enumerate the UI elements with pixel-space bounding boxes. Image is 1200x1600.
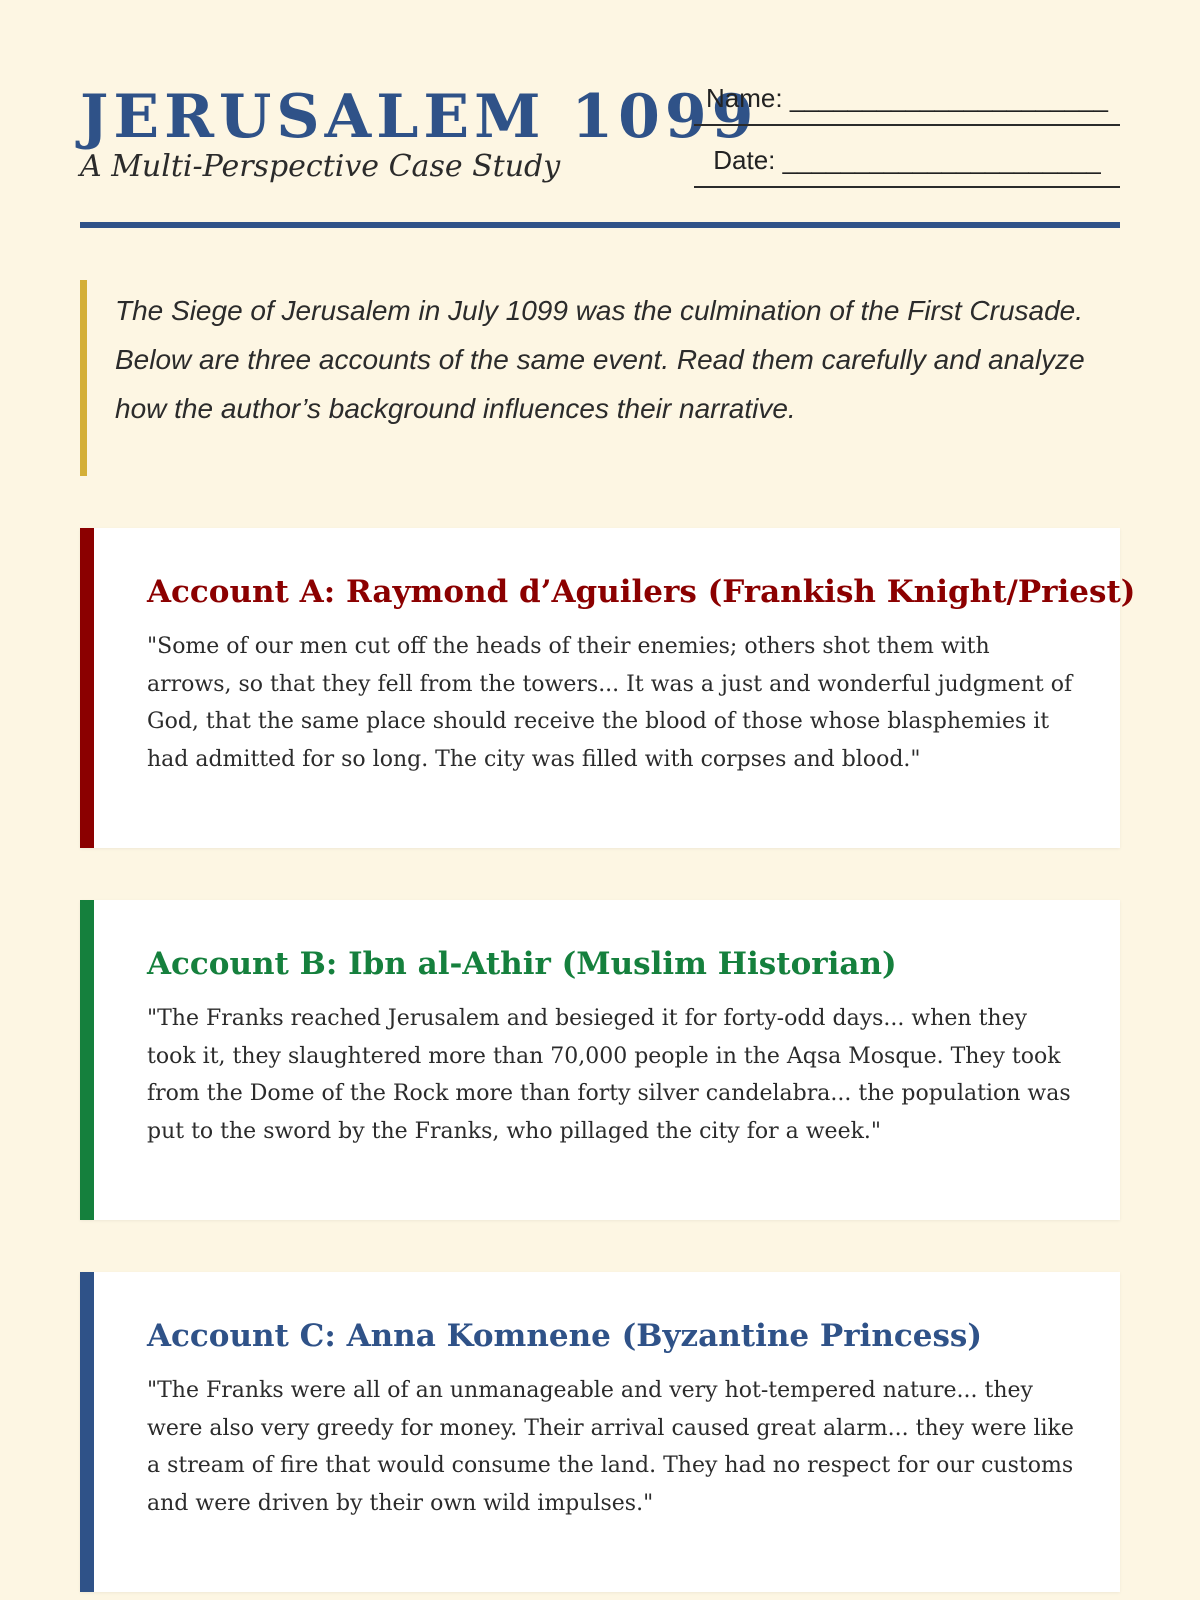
page-subtitle: A Multi-Perspective Case Study — [80, 149, 561, 184]
account-b-heading: Account B: Ibn al-Athir (Muslim Historian) — [147, 946, 897, 982]
intro-text: The Siege of Jerusalem in July 1099 was the culmination of the First Crusade. Below are three accounts of the same event. Read them carefully and analyze how the author’s background influences their narrative. — [115, 295, 1085, 424]
account-a-card — [80, 528, 1136, 848]
name-field[interactable]: Name: ______________________ — [694, 78, 1120, 126]
account-a-heading: Account A: Raymond d’Aguilers (Frankish Knight/Priest) — [147, 574, 1136, 610]
account-a-quote: "Some of our men cut off the heads of their enemies; others shot them with arrows, so that they fell from the towers... It was a just and wonderful judgment of God, that the same place should receive the blood of those whose blasphemies it had admitted for so long. The city was filled with corpses and blood." — [147, 634, 1073, 772]
account-b-card — [80, 900, 1120, 1220]
account-b-quote: "The Franks reached Jerusalem and besieged it for forty-odd days... when they took it, they slaughtered more than 70,000 people in the Aqsa Mosque. They took from the Dome of the Rock more than forty silver candelabra... the population was put to the sword by the Franks, who pillaged the city for a week." — [147, 1006, 1071, 1144]
intro-callout — [80, 280, 1120, 476]
account-c-heading: Account C: Anna Komnene (Byzantine Princess) — [147, 1318, 983, 1354]
page-title: JERUSALEM 1099 — [80, 82, 759, 152]
worksheet-header — [80, 78, 1120, 228]
account-c-quote: "The Franks were all of an unmanageable and very hot-tempered nature... they were also very greedy for money. Their arrival caused great alarm... they were like a stream of fire that would consume the land. They had no respect for our customs and were driven by their own wild impulses." — [147, 1378, 1074, 1516]
account-c-card — [80, 1272, 1120, 1592]
date-field[interactable]: Date: ______________________ — [694, 140, 1120, 188]
